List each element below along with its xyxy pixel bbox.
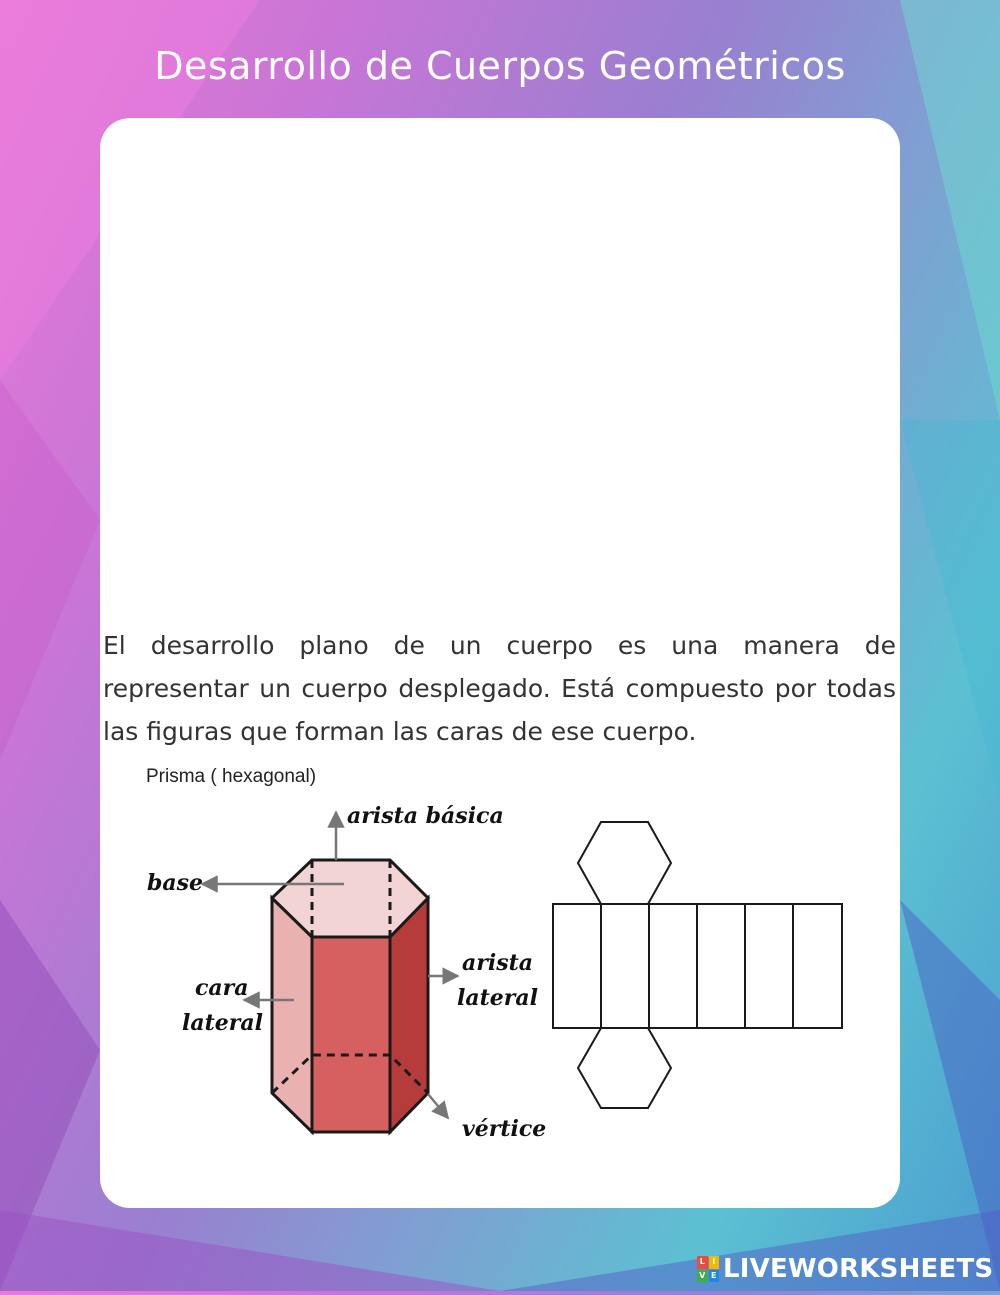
- label-arista-lateral: lateral: [457, 985, 538, 1011]
- label-cara-lateral: lateral: [182, 1010, 263, 1036]
- liveworksheets-logo-icon: L I V E: [697, 1256, 719, 1282]
- net-top-hexagon: [578, 822, 671, 904]
- description-paragraph: El desarrollo plano de un cuerpo es una manera de representar un cuerpo desplegado. Está compuesto por todas las figuras que forman las caras de ese cuerpo.: [103, 631, 896, 746]
- label-arista-basica: arista básica: [347, 803, 504, 829]
- label-base: base: [147, 870, 204, 896]
- label-arista: arista: [462, 950, 534, 976]
- label-cara: cara: [195, 975, 249, 1001]
- prism-front-face: [312, 937, 390, 1132]
- liveworksheets-brand: [697, 1254, 993, 1284]
- page-title: Desarrollo de Cuerpos Geométricos: [154, 44, 846, 88]
- figure-caption: Prisma ( hexagonal): [146, 766, 317, 787]
- arrow-vertice: [428, 1094, 448, 1118]
- brand-name: LIVEWORKSHEETS: [723, 1254, 994, 1284]
- net-bottom-hexagon: [578, 1028, 671, 1108]
- prism-net: [553, 822, 842, 1108]
- label-vertice: vértice: [462, 1116, 547, 1142]
